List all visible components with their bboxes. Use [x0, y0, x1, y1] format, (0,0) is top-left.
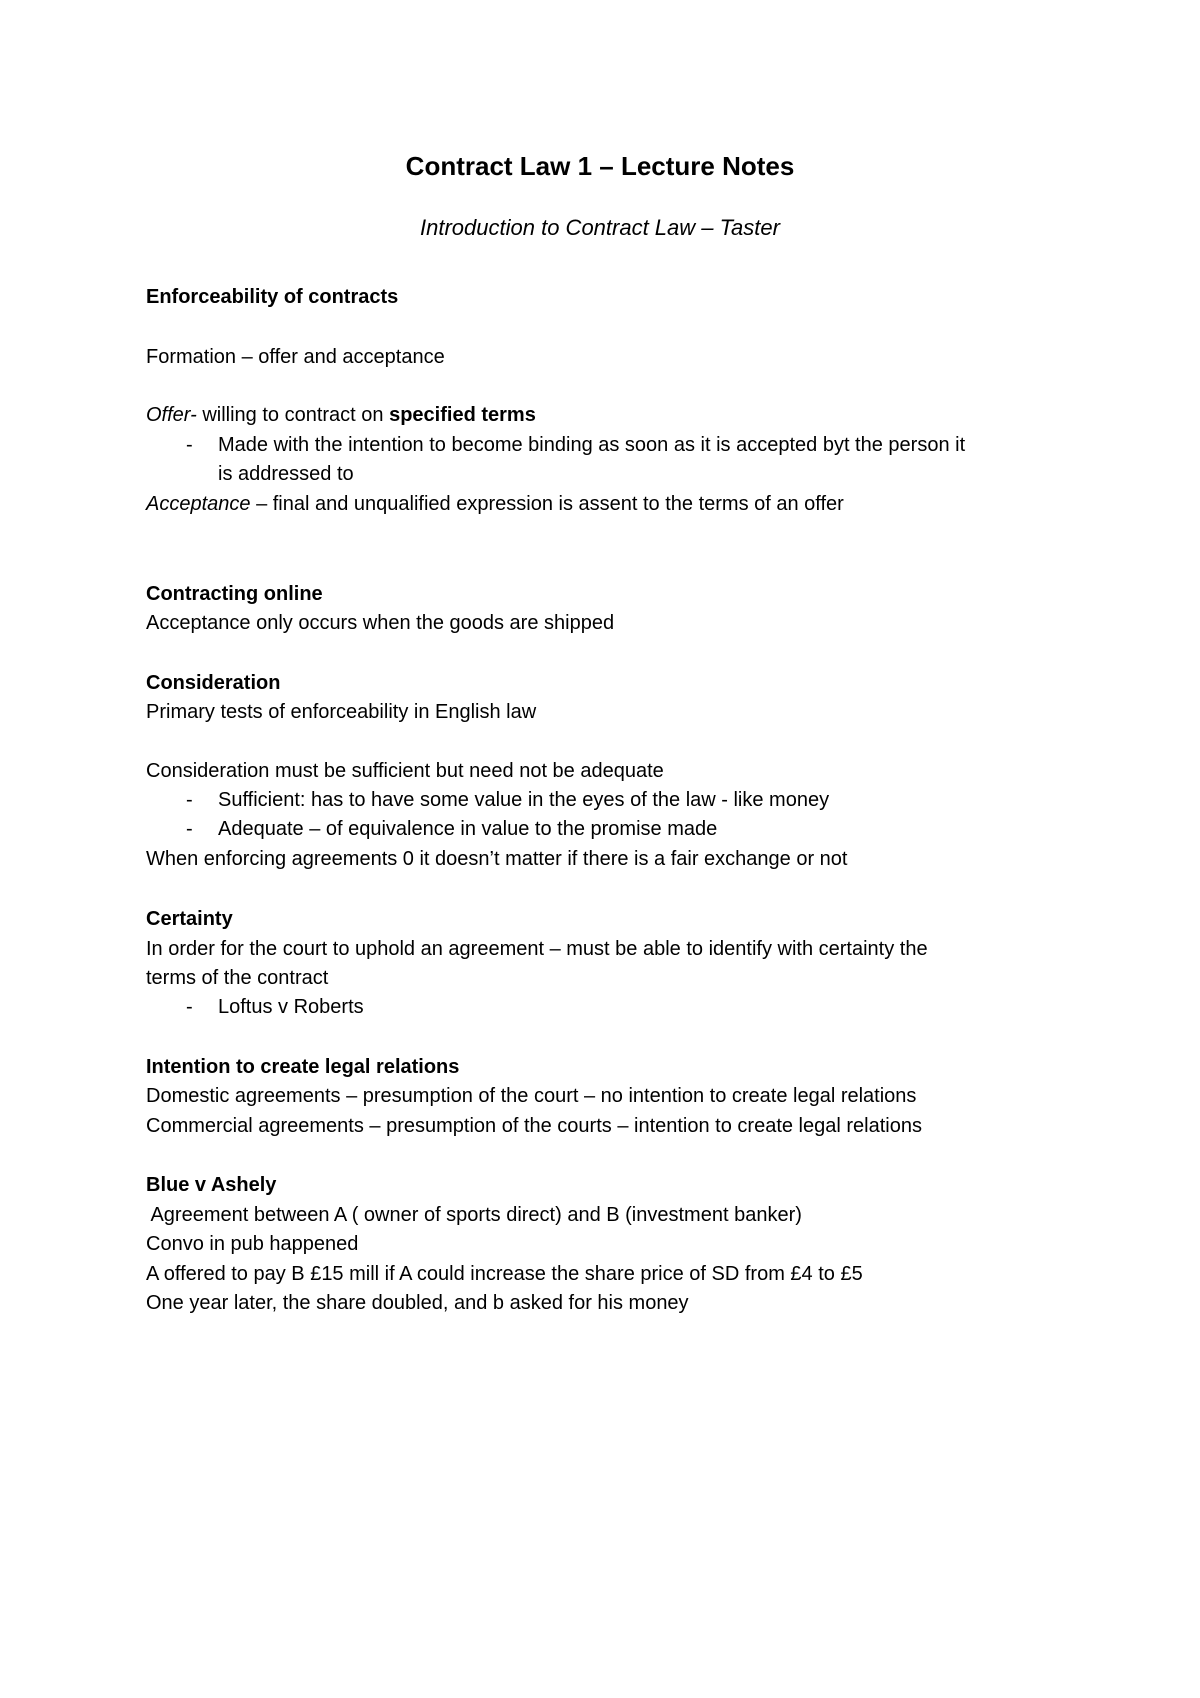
section-heading-intention: Intention to create legal relations — [146, 1056, 460, 1078]
offer-line — [146, 401, 1086, 429]
section-heading-consideration: Consideration — [146, 672, 281, 694]
blue-line-4: One year later, the share doubled, and b asked for his money — [146, 1292, 689, 1314]
acceptance-text: – final and unqualified expression is assent to the terms of an offer — [250, 493, 844, 515]
bullet-dash: - — [186, 818, 193, 840]
section-heading-online: Contracting online — [146, 583, 323, 605]
consideration-line-3: When enforcing agreements 0 it doesn’t matter if there is a fair exchange or not — [146, 848, 848, 870]
bullet-dash: - — [186, 789, 193, 811]
intention-line-1: Domestic agreements – presumption of the court – no intention to create legal relations — [146, 1085, 917, 1107]
certainty-bullet-1: Loftus v Roberts — [218, 996, 364, 1018]
section-heading-blue-v-ashely: Blue v Ashely — [146, 1174, 277, 1196]
consideration-line-2: Consideration must be sufficient but need not be adequate — [146, 760, 664, 782]
consideration-bullet-1: Sufficient: has to have some value in the eyes of the law - like money — [218, 789, 830, 811]
acceptance-line — [146, 490, 1086, 518]
consideration-line-1: Primary tests of enforceability in English law — [146, 701, 537, 723]
bullet-dash: - — [186, 996, 193, 1018]
consideration-bullet-2: Adequate – of equivalence in value to the promise made — [218, 818, 718, 840]
section-heading-enforceability: Enforceability of contracts — [146, 286, 399, 308]
blue-line-3: A offered to pay B £15 mill if A could increase the share price of SD from £4 to £5 — [146, 1263, 863, 1285]
page-title: Contract Law 1 – Lecture Notes — [405, 151, 795, 181]
certainty-line-1: In order for the court to uphold an agreement – must be able to identify with certainty the — [146, 938, 928, 960]
section-heading-certainty: Certainty — [146, 908, 233, 930]
certainty-line-1-continued: terms of the contract — [146, 967, 329, 989]
offer-label: Offer- — [146, 404, 197, 426]
offer-text: willing to contract on — [196, 404, 390, 426]
blue-line-2: Convo in pub happened — [146, 1233, 359, 1255]
offer-bullet-1: Made with the intention to become binding as soon as it is accepted byt the person it — [218, 434, 966, 456]
formation-line: Formation – offer and acceptance — [146, 346, 445, 368]
bullet-dash: - — [186, 434, 193, 456]
blue-line-1: Agreement between A ( owner of sports direct) and B (investment banker) — [146, 1204, 802, 1226]
online-line-1: Acceptance only occurs when the goods are shipped — [146, 612, 615, 634]
offer-bullet-1-continued: is addressed to — [218, 463, 354, 485]
acceptance-label: Acceptance — [146, 493, 251, 515]
intention-line-2: Commercial agreements – presumption of the courts – intention to create legal relations — [146, 1115, 922, 1137]
offer-bold-text: specified terms — [389, 404, 536, 426]
page-subtitle: Introduction to Contract Law – Taster — [420, 215, 780, 240]
